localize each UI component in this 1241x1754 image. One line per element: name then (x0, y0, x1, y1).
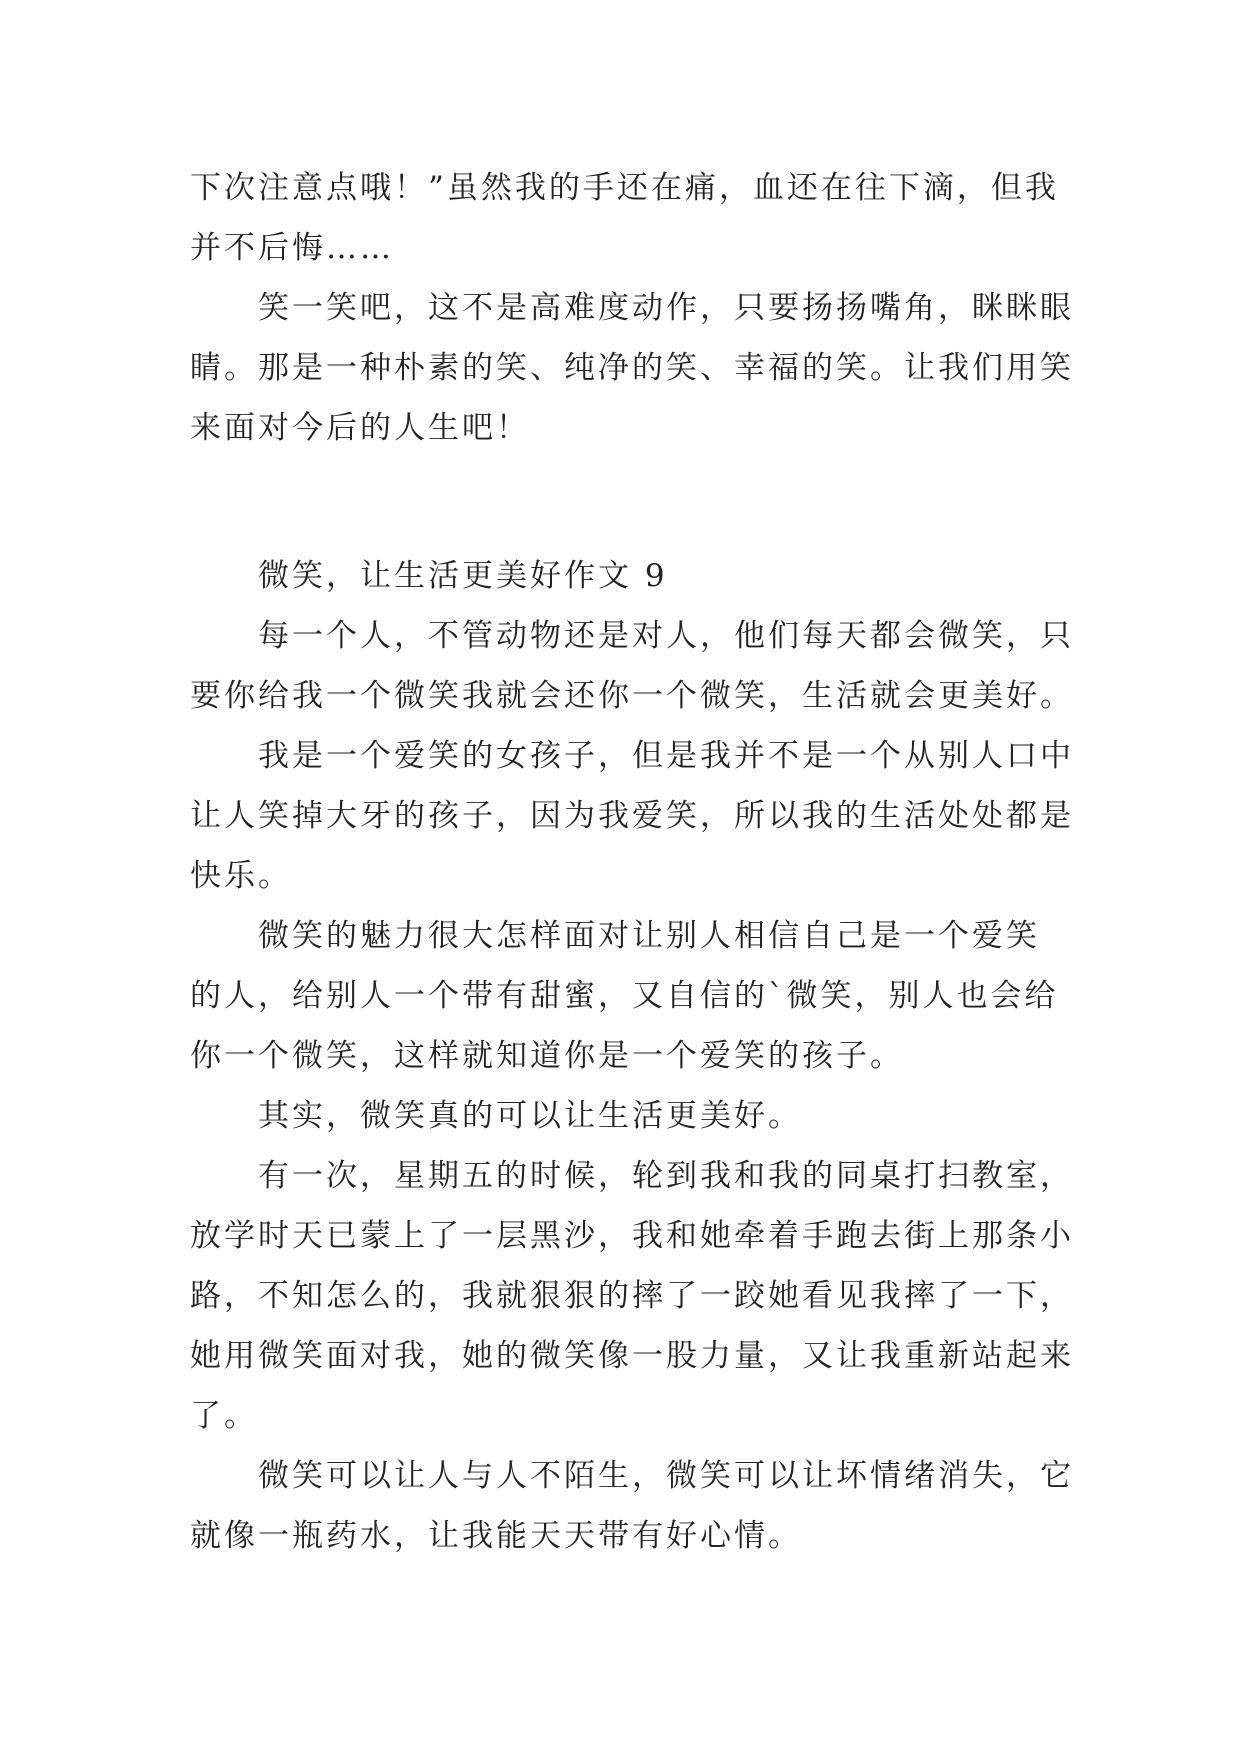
section-title: 微笑，让生活更美好作文 9 (258, 558, 668, 594)
text-line: 路，不知怎么的，我就狠狠的摔了一跤她看见我摔了一下， (190, 1278, 1074, 1314)
text-line: 其实，微笑真的可以让生活更美好。 (258, 1098, 802, 1134)
text-line: 快乐。 (190, 858, 292, 894)
text-line: 微笑的魅力很大怎样面对让别人相信自己是一个爱笑 (258, 918, 1040, 954)
essay-text (190, 158, 1074, 1566)
text-line: 要你给我一个微笑我就会还你一个微笑，生活就会更美好。 (190, 678, 1074, 714)
text-line: 并不后悔…… (190, 230, 394, 266)
text-line: 微笑可以让人与人不陌生，微笑可以让坏情绪消失，它 (258, 1458, 1074, 1494)
text-line: 放学时天已蒙上了一层黑沙，我和她牵着手跑去街上那条小 (190, 1218, 1074, 1254)
text-line: 我是一个爱笑的女孩子，但是我并不是一个从别人口中 (258, 738, 1074, 774)
section-gap (190, 458, 1070, 546)
text-line: 了。 (190, 1398, 258, 1434)
text-line: 让人笑掉大牙的孩子，因为我爱笑，所以我的生活处处都是 (190, 798, 1074, 834)
text-line: 你一个微笑，这样就知道你是一个爱笑的孩子。 (190, 1038, 904, 1074)
text-line: 有一次，星期五的时候，轮到我和我的同桌打扫教室， (258, 1158, 1074, 1194)
text-line: 下次注意点哦！”虽然我的手还在痛，血还在往下滴，但我 (190, 170, 1059, 206)
text-line: 的人，给别人一个带有甜蜜，又自信的`微笑，别人也会给 (190, 978, 1059, 1014)
text-line: 每一个人，不管动物还是对人，他们每天都会微笑，只 (258, 618, 1074, 654)
text-line: 她用微笑面对我，她的微笑像一股力量，又让我重新站起来 (190, 1338, 1074, 1374)
text-line: 笑一笑吧，这不是高难度动作，只要扬扬嘴角，眯眯眼 (258, 290, 1074, 326)
text-line: 就像一瓶药水，让我能天天带有好心情。 (190, 1518, 802, 1554)
text-line: 睛。那是一种朴素的笑、纯净的笑、幸福的笑。让我们用笑 (190, 350, 1074, 386)
text-line: 来面对今后的人生吧！ (190, 410, 530, 446)
